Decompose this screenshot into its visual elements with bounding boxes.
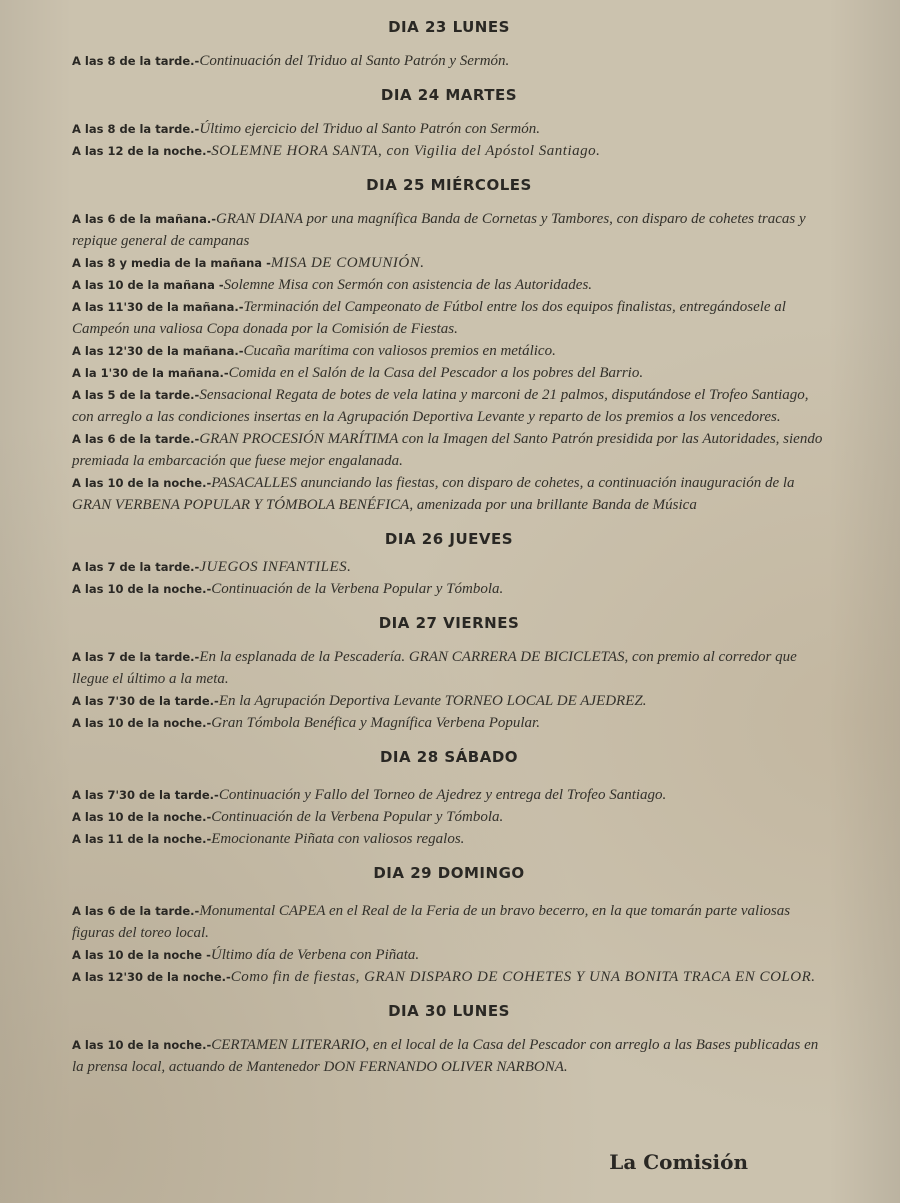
entry-time: A las 5 de la tarde.-: [72, 388, 200, 402]
schedule-entry: [72, 296, 826, 340]
schedule-entry: [72, 944, 826, 966]
entry-text: Último día de Verbena con Piñata.: [210, 947, 420, 963]
entry-text: Emocionante Piñata con valiosos regalos.: [211, 831, 465, 847]
schedule-entry: [72, 784, 826, 806]
day-heading: DIA 24 MARTES: [380, 86, 518, 104]
entry-text: Sensacional Regata de botes de vela latina y marconi de 21 palmos, disputándose el Trofeo Santiago, con arreglo a las condiciones insertas en la Agrupación Deportiva Levante y reparto de los premios a los vencedores.: [72, 387, 809, 425]
schedule-entry: [72, 690, 826, 712]
entry-text: Último ejercicio del Triduo al Santo Patrón con Sermón.: [199, 121, 540, 137]
entry-text: PASACALLES anunciando las fiestas, con disparo de cohetes, a continuación inauguración de la GRAN VERBENA POPULAR Y TÓMBOLA BENÉFICA, amenizada por una brillante Banda de Música: [72, 475, 795, 513]
entry-text: Continuación del Triduo al Santo Patrón y Sermón.: [199, 53, 510, 69]
entry-time: A las 6 de la tarde.-: [72, 432, 200, 446]
entry-time: A las 7'30 de la tarde.-: [72, 788, 219, 802]
entry-text: Gran Tómbola Benéfica y Magnífica Verbena Popular.: [211, 715, 540, 731]
entry-time: A las 10 de la noche.-: [72, 1038, 212, 1052]
day-heading: DIA 27 VIERNES: [378, 614, 520, 632]
schedule-entry: [72, 50, 826, 72]
schedule-entry: [72, 274, 826, 296]
entry-time: A las 8 de la tarde.-: [72, 122, 200, 136]
entry-text: Comida en el Salón de la Casa del Pescador a los pobres del Barrio.: [228, 365, 644, 381]
entry-text: GRAN DIANA por una magnífica Banda de Cornetas y Tambores, con disparo de cohetes tracas y repique general de campanas: [72, 211, 806, 249]
schedule-entry: [72, 646, 826, 690]
entry-text: Continuación de la Verbena Popular y Tómbola.: [211, 809, 504, 825]
entry-text: Continuación de la Verbena Popular y Tómbola.: [211, 581, 504, 597]
entry-time: A las 7'30 de la tarde.-: [72, 694, 219, 708]
schedule-entry: [72, 556, 826, 578]
entry-text: En la Agrupación Deportiva Levante TORNEO LOCAL DE AJEDREZ.: [218, 693, 647, 709]
entry-time: A las 10 de la noche.-: [72, 716, 212, 730]
schedule-entry: [72, 340, 826, 362]
entry-text: CERTAMEN LITERARIO, en el local de la Casa del Pescador con arreglo a las Bases publicadas en la prensa local, actuando de Mantenedor DON FERNANDO OLIVER NARBONA.: [72, 1037, 819, 1075]
entry-text: Continuación y Fallo del Torneo de Ajedrez y entrega del Trofeo Santiago.: [218, 787, 667, 803]
entry-text: GRAN PROCESIÓN MARÍTIMA con la Imagen del Santo Patrón presidida por las Autoridades, siendo premiada la embarcación que fuese mejor engalanada.: [72, 431, 823, 469]
entry-time: A la 1'30 de la mañana.-: [72, 366, 229, 380]
entry-time: A las 11 de la noche.-: [72, 832, 212, 846]
day-heading: DIA 26 JUEVES: [384, 530, 514, 548]
entry-text: Monumental CAPEA en el Real de la Feria de un bravo becerro, en la que tomarán parte valiosas figuras del toreo local.: [72, 903, 791, 941]
schedule-entry: [72, 578, 826, 600]
day-heading: DIA 25 MIÉRCOLES: [366, 176, 532, 194]
schedule-entry: [72, 384, 826, 428]
entry-time: A las 8 y media de la mañana -: [72, 256, 271, 270]
schedule-entry: [72, 806, 826, 828]
entry-time: A las 12'30 de la noche.-: [72, 970, 231, 984]
entry-time: A las 10 de la noche.-: [72, 810, 212, 824]
entry-text: Cucaña marítima con valiosos premios en metálico.: [243, 343, 556, 359]
entry-time: A las 11'30 de la mañana.-: [72, 300, 244, 314]
schedule-entry: [72, 118, 826, 140]
schedule-entry: [72, 712, 826, 734]
day-heading: DIA 28 SÁBADO: [379, 748, 519, 766]
schedule-entry: [72, 362, 826, 384]
schedule-entry: [72, 828, 826, 850]
entry-text: MISA DE COMUNIÓN.: [270, 255, 425, 271]
entry-time: A las 10 de la noche -: [72, 948, 211, 962]
schedule-entry: [72, 900, 826, 944]
schedule-entry: [72, 208, 826, 252]
entry-text: SOLEMNE HORA SANTA, con Vigilia del Apóstol Santiago.: [211, 143, 601, 159]
entry-time: A las 7 de la tarde.-: [72, 650, 200, 664]
entry-time: A las 6 de la mañana.-: [72, 212, 216, 226]
day-heading: DIA 30 LUNES: [388, 1002, 510, 1020]
entry-text: En la esplanada de la Pescadería. GRAN CARRERA DE BICICLETAS, con premio al corredor que llegue el último a la meta.: [72, 649, 797, 687]
entry-time: A las 10 de la noche.-: [72, 476, 212, 490]
schedule-entry: [72, 428, 826, 472]
entry-time: A las 12'30 de la mañana.-: [72, 344, 244, 358]
entry-time: A las 10 de la noche.-: [72, 582, 212, 596]
day-heading: DIA 29 DOMINGO: [373, 864, 525, 882]
schedule-entry: [72, 966, 826, 988]
schedule-entry: [72, 1034, 826, 1078]
schedule-entry: [72, 140, 826, 162]
entry-time: A las 12 de la noche.-: [72, 144, 212, 158]
entry-time: A las 7 de la tarde.-: [72, 560, 200, 574]
schedule-entry: [72, 252, 826, 274]
entry-text: Como fin de fiestas, GRAN DISPARO DE COHETES Y UNA BONITA TRACA EN COLOR.: [230, 969, 816, 985]
signature: La Comisión: [609, 1150, 748, 1174]
schedule-entry: [72, 472, 826, 516]
entry-time: A las 8 de la tarde.-: [72, 54, 200, 68]
day-heading: DIA 23 LUNES: [388, 18, 510, 36]
entry-time: A las 10 de la mañana -: [72, 278, 224, 292]
entry-text: Terminación del Campeonato de Fútbol entre los dos equipos finalistas, entregándosele al Campeón una valiosa Copa donada por la Comisión de Fiestas.: [72, 299, 786, 337]
entry-time: A las 6 de la tarde.-: [72, 904, 200, 918]
entry-text: Solemne Misa con Sermón con asistencia de las Autoridades.: [223, 277, 593, 293]
entry-text: JUEGOS INFANTILES.: [199, 559, 352, 575]
